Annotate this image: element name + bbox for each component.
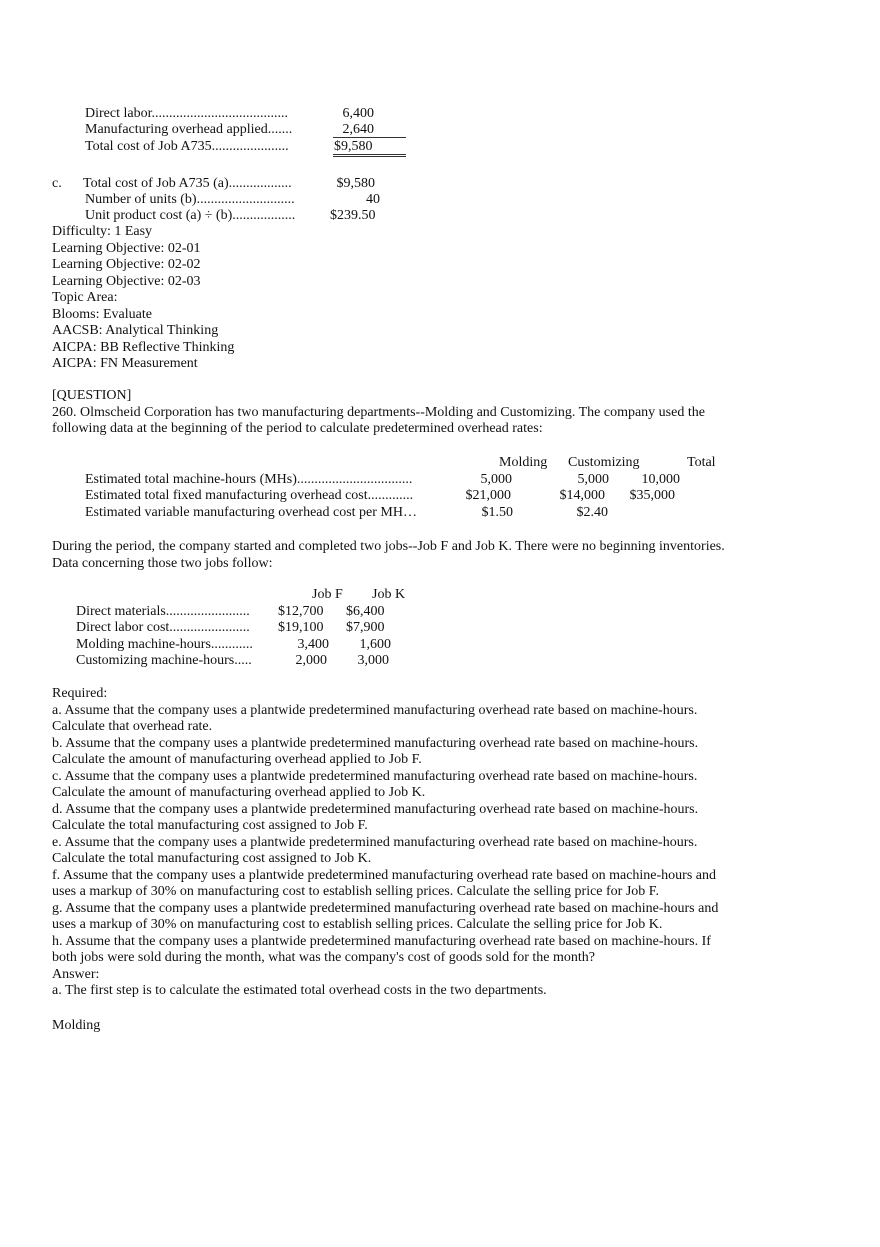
required-line: both jobs were sold during the month, what was the company's cost of goods sold for the month? [52, 950, 595, 965]
part-c-value-units: 40 [366, 192, 380, 207]
jobs-cell-job-k: 1,600 [359, 637, 391, 652]
part-c-marker: c. [52, 176, 62, 191]
required-line: Calculate the amount of manufacturing overhead applied to Job F. [52, 752, 422, 767]
jobs-cell-job-f: 2,000 [295, 653, 327, 668]
required-line: d. Assume that the company uses a plantwide predetermined manufacturing overhead rate based on machine-hours. [52, 801, 699, 817]
cost-value-total: $9,580 [334, 139, 373, 154]
question-metadata [52, 224, 234, 373]
part-c-value-unit-cost: $239.50 [330, 208, 376, 223]
required-heading: Required: [52, 686, 108, 701]
rates-cell-molding: $21,000 [465, 488, 511, 503]
jobs-header-job-f: Job F [312, 587, 343, 602]
period-line: Data concerning those two jobs follow: [52, 555, 273, 571]
jobs-cell-job-k: $6,400 [346, 604, 385, 619]
part-c-label-units: Number of units (b)............................ [85, 192, 295, 207]
jobs-row-label: Direct labor cost....................... [76, 620, 250, 635]
part-c-value-total-cost: $9,580 [336, 176, 375, 191]
rates-cell-molding: 5,000 [480, 472, 512, 487]
meta-learning-objective: Learning Objective: 02-01 [52, 240, 201, 256]
subtotal-rule [333, 137, 406, 138]
rates-header-customizing: Customizing [568, 455, 640, 470]
total-double-rule [333, 154, 406, 157]
jobs-cell-job-f: 3,400 [297, 637, 329, 652]
cost-value-direct-labor: 6,400 [342, 106, 374, 121]
required-line: Calculate the amount of manufacturing overhead applied to Job K. [52, 785, 426, 800]
rates-cell-molding: $1.50 [481, 505, 513, 520]
required-section [52, 686, 718, 1000]
required-line: Calculate that overhead rate. [52, 719, 213, 734]
required-line: c. Assume that the company uses a plantwide predetermined manufacturing overhead rate based on machine-hours. [52, 768, 698, 784]
cost-value-overhead-applied: 2,640 [342, 122, 374, 137]
meta-aacsb: AACSB: Analytical Thinking [52, 323, 219, 338]
required-line: Calculate the total manufacturing cost assigned to Job K. [52, 851, 372, 866]
required-line: e. Assume that the company uses a plantwide predetermined manufacturing overhead rate based on machine-hours. [52, 834, 698, 850]
question-intro-line: 260. Olmscheid Corporation has two manufacturing departments--Molding and Customizing. The company used the [52, 404, 705, 420]
answer-line: a. The first step is to calculate the estimated total overhead costs in the two departments. [52, 983, 547, 998]
meta-blooms: Blooms: Evaluate [52, 306, 152, 322]
jobs-row-label: Molding machine-hours............ [76, 637, 253, 652]
question-intro-line: following data at the beginning of the period to calculate predetermined overhead rates: [52, 421, 543, 436]
jobs-cell-job-k: 3,000 [357, 653, 389, 668]
section-label-molding: Molding [52, 1018, 101, 1033]
rates-cell-total: 10,000 [641, 472, 680, 487]
jobs-header-job-k: Job K [372, 587, 406, 602]
rates-row-label: Estimated variable manufacturing overhead cost per MH… [85, 505, 417, 520]
meta-learning-objective: Learning Objective: 02-03 [52, 273, 201, 289]
rates-cell-customizing: $14,000 [559, 488, 605, 503]
rates-cell-customizing: 5,000 [577, 472, 609, 487]
required-line: a. Assume that the company uses a plantwide predetermined manufacturing overhead rate based on machine-hours. [52, 702, 698, 718]
part-c-label-unit-cost: Unit product cost (a) ÷ (b).................. [85, 208, 296, 223]
rates-cell-total: $35,000 [629, 488, 675, 503]
cost-label-direct-labor: Direct labor....................................... [85, 106, 288, 121]
required-line: g. Assume that the company uses a plantwide predetermined manufacturing overhead rate based on machine-hours and [52, 900, 719, 916]
answer-heading: Answer: [52, 966, 100, 982]
required-line: h. Assume that the company uses a plantwide predetermined manufacturing overhead rate based on machine-hours. If [52, 933, 711, 949]
required-line: b. Assume that the company uses a plantwide predetermined manufacturing overhead rate based on machine-hours. [52, 735, 699, 751]
jobs-row-label: Customizing machine-hours..... [76, 653, 252, 668]
cost-label-overhead-applied: Manufacturing overhead applied....... [85, 122, 293, 137]
jobs-cell-job-k: $7,900 [346, 620, 385, 635]
rates-row-label: Estimated total fixed manufacturing overhead cost............. [85, 488, 414, 503]
jobs-row-label: Direct materials........................ [76, 604, 250, 619]
rates-header-total: Total [687, 455, 716, 470]
meta-learning-objective: Learning Objective: 02-02 [52, 257, 201, 272]
question-tag: [QUESTION] [52, 388, 132, 403]
cost-label-total: Total cost of Job A735...................... [85, 139, 289, 154]
period-line: During the period, the company started and completed two jobs--Job F and Job K. There were no beginning inventories. [52, 539, 725, 554]
required-line: uses a markup of 30% on manufacturing cost to establish selling prices. Calculate the selling price for Job F. [52, 884, 659, 899]
rates-cell-customizing: $2.40 [576, 505, 608, 520]
jobs-cell-job-f: $19,100 [278, 620, 324, 635]
meta-aicpa: AICPA: BB Reflective Thinking [52, 339, 235, 355]
jobs-cell-job-f: $12,700 [278, 604, 324, 619]
question-header [52, 388, 705, 438]
required-line: uses a markup of 30% on manufacturing cost to establish selling prices. Calculate the selling price for Job K. [52, 917, 663, 932]
part-c-label-total-cost: Total cost of Job A735 (a).................. [83, 176, 292, 191]
required-line: f. Assume that the company uses a plantwide predetermined manufacturing overhead rate based on machine-hours and [52, 867, 716, 883]
required-line: Calculate the total manufacturing cost assigned to Job F. [52, 818, 368, 833]
period-paragraph [52, 539, 725, 572]
rates-header-molding: Molding [499, 455, 548, 470]
meta-topic-area: Topic Area: [52, 290, 118, 305]
meta-difficulty: Difficulty: 1 Easy [52, 224, 153, 239]
meta-aicpa: AICPA: FN Measurement [52, 356, 198, 371]
rates-row-label: Estimated total machine-hours (MHs)................................. [85, 472, 413, 487]
